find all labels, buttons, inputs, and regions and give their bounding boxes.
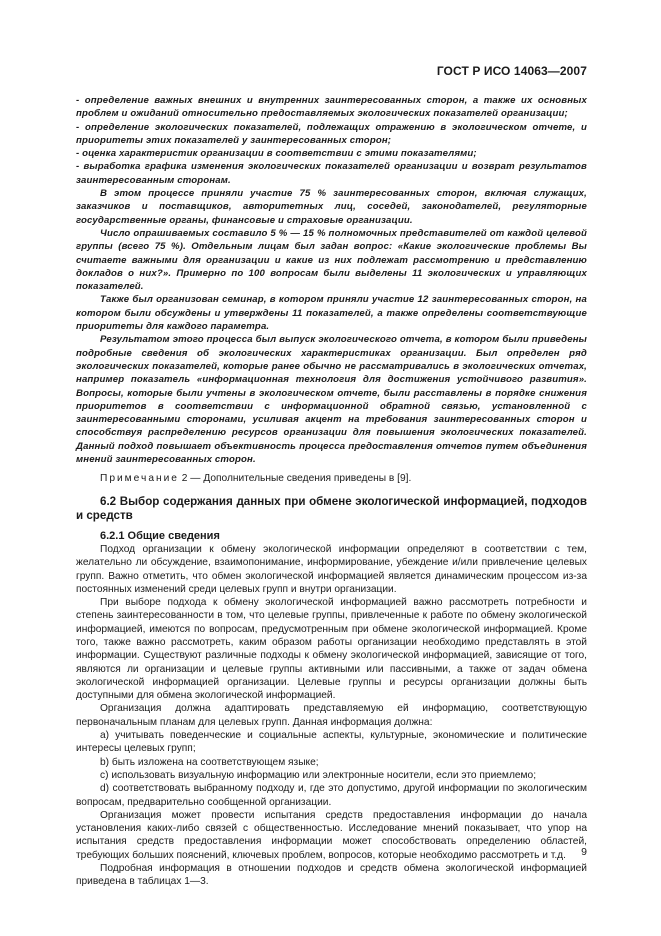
paragraph: Подробная информация в отношении подходов и средств обмена экологической информацией приведена в таблицах 1—3. [76, 863, 587, 888]
list-item: - определение важных внешних и внутренних заинтересованных сторон, а также их основных проблем и ожиданий относительно предоставляемых экологических показателей организации; [76, 95, 587, 120]
paragraph: При выборе подхода к обмену экологической информацией важно рассмотреть потребности и степень заинтересованности в том, что целевые группы, привлеченные к работе по обмену экологической информацией, имеются по вопросам, предусмотренным при обмене экологической информацией. Кроме того, также важно рассмотреть, каким образом работы организации необходимо представлять в этой информации. Существуют различные подходы к обмену экологической информацией, зависящие от того, являются ли организации и целевые группы активными или пассивными, а также от задач обмена экологической информацией организации. Целевые группы и ресурсы организации должны быть доступными для обмена экологической информацией. [76, 597, 587, 702]
note-label: Примечание [100, 473, 179, 485]
section-heading: 6.2 Выбор содержания данных при обмене экологической информацией, подходов и средств [76, 494, 587, 522]
paragraph: Подход организации к обмену экологической информации определяют в соответствии с тем, желательно ли обсуждение, взаимопонимание, информирование, убеждение и/или привлечение целевых групп. Важно отметить, что обмен экологической информацией является динамическим процессом из-за постоянных изменений среди целевых групп и внутри организации. [76, 543, 587, 595]
paragraph: Также был организован семинар, в котором приняли участие 12 заинтересованных сторон, на котором были обсуждены и утверждены 11 показателей, а также определены соответствующие приоритеты для каждого параметра. [76, 294, 587, 333]
list-item: - выработка графика изменения экологических показателей организации и возврат результатов заинтересованным сторонам. [76, 161, 587, 186]
subsection-heading: 6.2.1 Общие сведения [100, 529, 220, 542]
paragraph: Организация должна адаптировать представляемую ей информацию, соответствующую первоначальным планам для целевых групп. Данная информация должна: [76, 703, 587, 728]
list-item: с) использовать визуальную информацию или электронные носители, если это приемлемо; [100, 769, 537, 781]
page-content [76, 94, 587, 889]
note [76, 472, 587, 485]
paragraph: Организация может провести испытания средств предоставления информации до начала установления каких-либо связей с общественностью. Исследование мнений показывает, что упор на испытания средств предоставления информации может способствовать определению областей, требующих больших пояснений, ключевых проблем, вопросов, которые необходимо рассмотреть и т.д. [76, 809, 587, 861]
note-text: 2 — Дополнительные сведения приведены в [9]. [178, 473, 412, 485]
paragraph: В этом процессе приняли участие 75 % заинтересованных сторон, включая служащих, заказчиков и поставщиков, авторитетных лиц, соседей, законодателей, регуляторные государственные органы, финансовые и страховые организации. [76, 188, 587, 226]
list-item: - определение экологических показателей, подлежащих отражению в экологическом отчете, и приоритеты этих показателей у заинтересованных сторон; [76, 121, 587, 146]
page-number: 9 [581, 846, 587, 858]
list-item: d) соответствовать выбранному подходу и, где это допустимо, другой информации по экологическим вопросам, предварительно сообщенной организации. [76, 783, 587, 808]
paragraph: Число опрашиваемых составило 5 % — 15 % полномочных представителей от каждой целевой группы (всего 75 %). Отдельным лицам был задан вопрос: «Какие экологические проблемы Вы считаете важными для организации и какие из них подлежат рассмотрению и представлению докладов о них?». Примерно по 100 вопросам были выделены 11 экологических и управляющих показателей. [76, 227, 587, 293]
list-item: а) учитывать поведенческие и социальные аспекты, культурные, экономические и политические интересы целевых групп; [76, 730, 587, 755]
list-item: - оценка характеристик организации в соответствии с этими показателями; [76, 148, 477, 160]
list-item: b) быть изложена на соответствующем языке; [100, 756, 319, 768]
document-header [76, 64, 587, 78]
paragraph: Результатом этого процесса был выпуск экологического отчета, в котором были приведены подробные сведения об экологических характеристиках организации. Был определен ряд экологических показателей, которые ранее обычно не рассматривались в экологических отчетах, например показатель «информационная технология для достижения устойчивого развития». Вопросы, которые были учтены в экологическом отчете, были расставлены в порядке снижения приоритетов в соответствии с информационной обратной связью, установленной с заинтересованными сторонами, усиливая акцент на требования заинтересованных сторон и способствуя распределению ресурсов организации для повышения экологических показателей. Данный подход повышает объективность процесса предоставления отчетов путем объединения мнений заинтересованных сторон. [76, 334, 587, 466]
doc-code: ГОСТ Р ИСО 14063—2007 [436, 64, 587, 78]
